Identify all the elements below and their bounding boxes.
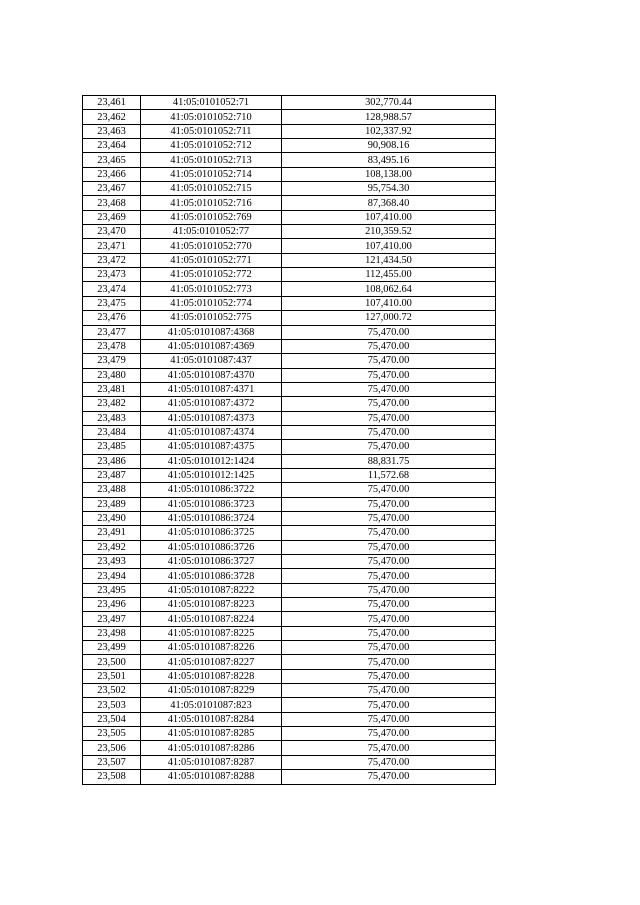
row-number-cell: 23,464 [83,139,141,153]
row-number-cell: 23,474 [83,282,141,296]
value-cell: 75,470.00 [282,540,496,554]
row-number-cell: 23,504 [83,712,141,726]
row-number-cell: 23,498 [83,626,141,640]
table-row [83,282,496,296]
table-row [83,669,496,683]
row-number-cell: 23,483 [83,411,141,425]
row-number-cell: 23,477 [83,325,141,339]
cadastral-number-cell: 41:05:0101052:772 [141,268,282,282]
row-number-cell: 23,467 [83,182,141,196]
value-cell: 75,470.00 [282,440,496,454]
value-cell: 75,470.00 [282,669,496,683]
value-cell: 75,470.00 [282,511,496,525]
row-number-cell: 23,466 [83,167,141,181]
cadastral-number-cell: 41:05:0101086:3725 [141,526,282,540]
table-row [83,684,496,698]
table-row [83,569,496,583]
table-row [83,770,496,784]
cadastral-number-cell: 41:05:0101087:4369 [141,339,282,353]
table-row [83,397,496,411]
value-cell: 112,455.00 [282,268,496,282]
cadastral-number-cell: 41:05:0101052:715 [141,182,282,196]
cadastral-number-cell: 41:05:0101087:823 [141,698,282,712]
row-number-cell: 23,490 [83,511,141,525]
cadastral-number-cell: 41:05:0101012:1424 [141,454,282,468]
cadastral-number-cell: 41:05:0101052:71 [141,96,282,110]
value-cell: 75,470.00 [282,425,496,439]
table-row [83,698,496,712]
value-cell: 75,470.00 [282,770,496,784]
table-row [83,210,496,224]
cadastral-number-cell: 41:05:0101087:8229 [141,684,282,698]
value-cell: 87,368.40 [282,196,496,210]
table-row [83,511,496,525]
cadastral-number-cell: 41:05:0101086:3722 [141,483,282,497]
cadastral-number-cell: 41:05:0101086:3726 [141,540,282,554]
row-number-cell: 23,493 [83,555,141,569]
cadastral-number-cell: 41:05:0101087:4371 [141,382,282,396]
value-cell: 75,470.00 [282,698,496,712]
table-row [83,124,496,138]
value-cell: 95,754.30 [282,182,496,196]
table-row [83,655,496,669]
cadastral-value-table [82,95,496,785]
table-row [83,727,496,741]
value-cell: 127,000.72 [282,311,496,325]
table-row [83,225,496,239]
cadastral-number-cell: 41:05:0101087:8224 [141,612,282,626]
cadastral-number-cell: 41:05:0101052:77 [141,225,282,239]
value-cell: 75,470.00 [282,583,496,597]
value-cell: 90,908.16 [282,139,496,153]
table-row [83,167,496,181]
value-cell: 302,770.44 [282,96,496,110]
value-cell: 75,470.00 [282,555,496,569]
row-number-cell: 23,508 [83,770,141,784]
table-row [83,325,496,339]
cadastral-number-cell: 41:05:0101052:714 [141,167,282,181]
row-number-cell: 23,505 [83,727,141,741]
cadastral-number-cell: 41:05:0101086:3724 [141,511,282,525]
cadastral-number-cell: 41:05:0101086:3727 [141,555,282,569]
table-row [83,555,496,569]
row-number-cell: 23,468 [83,196,141,210]
table-row [83,425,496,439]
table-row [83,741,496,755]
row-number-cell: 23,470 [83,225,141,239]
value-cell: 75,470.00 [282,727,496,741]
table-row [83,583,496,597]
row-number-cell: 23,496 [83,598,141,612]
cadastral-number-cell: 41:05:0101087:8226 [141,641,282,655]
value-cell: 75,470.00 [282,325,496,339]
cadastral-number-cell: 41:05:0101052:713 [141,153,282,167]
row-number-cell: 23,486 [83,454,141,468]
table-row [83,239,496,253]
value-cell: 75,470.00 [282,382,496,396]
table-row [83,296,496,310]
row-number-cell: 23,481 [83,382,141,396]
table-row [83,540,496,554]
table-row [83,153,496,167]
row-number-cell: 23,495 [83,583,141,597]
row-number-cell: 23,475 [83,296,141,310]
table-row [83,311,496,325]
row-number-cell: 23,471 [83,239,141,253]
row-number-cell: 23,484 [83,425,141,439]
cadastral-number-cell: 41:05:0101012:1425 [141,468,282,482]
row-number-cell: 23,473 [83,268,141,282]
table-row [83,454,496,468]
cadastral-number-cell: 41:05:0101087:8228 [141,669,282,683]
row-number-cell: 23,485 [83,440,141,454]
cadastral-number-cell: 41:05:0101087:8225 [141,626,282,640]
value-cell: 107,410.00 [282,210,496,224]
cadastral-number-cell: 41:05:0101087:8223 [141,598,282,612]
value-cell: 128,988.57 [282,110,496,124]
row-number-cell: 23,488 [83,483,141,497]
cadastral-number-cell: 41:05:0101052:769 [141,210,282,224]
cadastral-number-cell: 41:05:0101086:3728 [141,569,282,583]
value-cell: 75,470.00 [282,612,496,626]
table-row [83,626,496,640]
cadastral-number-cell: 41:05:0101087:8287 [141,755,282,769]
row-number-cell: 23,499 [83,641,141,655]
table-row [83,96,496,110]
table-row [83,468,496,482]
row-number-cell: 23,491 [83,526,141,540]
table-row [83,497,496,511]
value-cell: 75,470.00 [282,655,496,669]
value-cell: 75,470.00 [282,569,496,583]
table-row [83,382,496,396]
value-cell: 75,470.00 [282,641,496,655]
cadastral-number-cell: 41:05:0101087:4368 [141,325,282,339]
value-cell: 75,470.00 [282,626,496,640]
row-number-cell: 23,465 [83,153,141,167]
cadastral-number-cell: 41:05:0101087:8285 [141,727,282,741]
value-cell: 75,470.00 [282,598,496,612]
row-number-cell: 23,503 [83,698,141,712]
value-cell: 121,434.50 [282,253,496,267]
table-row [83,196,496,210]
value-cell: 102,337.92 [282,124,496,138]
cadastral-number-cell: 41:05:0101052:712 [141,139,282,153]
value-cell: 108,062.64 [282,282,496,296]
row-number-cell: 23,502 [83,684,141,698]
value-cell: 108,138.00 [282,167,496,181]
table-row [83,354,496,368]
cadastral-number-cell: 41:05:0101087:4370 [141,368,282,382]
cadastral-number-cell: 41:05:0101087:8284 [141,712,282,726]
table-row [83,641,496,655]
row-number-cell: 23,494 [83,569,141,583]
table-row [83,483,496,497]
value-cell: 75,470.00 [282,411,496,425]
table-row [83,139,496,153]
cadastral-number-cell: 41:05:0101052:770 [141,239,282,253]
value-cell: 75,470.00 [282,339,496,353]
value-cell: 75,470.00 [282,526,496,540]
cadastral-number-cell: 41:05:0101052:716 [141,196,282,210]
table-body [83,96,496,785]
value-cell: 75,470.00 [282,712,496,726]
cadastral-number-cell: 41:05:0101087:8286 [141,741,282,755]
value-cell: 11,572.68 [282,468,496,482]
row-number-cell: 23,463 [83,124,141,138]
value-cell: 75,470.00 [282,397,496,411]
cadastral-number-cell: 41:05:0101086:3723 [141,497,282,511]
cadastral-number-cell: 41:05:0101087:4372 [141,397,282,411]
cadastral-number-cell: 41:05:0101052:711 [141,124,282,138]
value-cell: 75,470.00 [282,368,496,382]
row-number-cell: 23,506 [83,741,141,755]
table-row [83,110,496,124]
row-number-cell: 23,507 [83,755,141,769]
row-number-cell: 23,482 [83,397,141,411]
row-number-cell: 23,480 [83,368,141,382]
row-number-cell: 23,469 [83,210,141,224]
cadastral-number-cell: 41:05:0101087:8227 [141,655,282,669]
row-number-cell: 23,497 [83,612,141,626]
cadastral-number-cell: 41:05:0101052:775 [141,311,282,325]
row-number-cell: 23,492 [83,540,141,554]
cadastral-number-cell: 41:05:0101052:771 [141,253,282,267]
row-number-cell: 23,489 [83,497,141,511]
row-number-cell: 23,500 [83,655,141,669]
row-number-cell: 23,476 [83,311,141,325]
cadastral-number-cell: 41:05:0101052:773 [141,282,282,296]
value-cell: 75,470.00 [282,483,496,497]
table-row [83,612,496,626]
table-row [83,368,496,382]
table-row [83,253,496,267]
cadastral-number-cell: 41:05:0101052:710 [141,110,282,124]
cadastral-number-cell: 41:05:0101052:774 [141,296,282,310]
cadastral-number-cell: 41:05:0101087:4375 [141,440,282,454]
value-cell: 107,410.00 [282,239,496,253]
table-row [83,755,496,769]
cadastral-number-cell: 41:05:0101087:8288 [141,770,282,784]
cadastral-number-cell: 41:05:0101087:437 [141,354,282,368]
row-number-cell: 23,461 [83,96,141,110]
value-cell: 210,359.52 [282,225,496,239]
cadastral-number-cell: 41:05:0101087:4374 [141,425,282,439]
row-number-cell: 23,479 [83,354,141,368]
value-cell: 83,495.16 [282,153,496,167]
value-cell: 107,410.00 [282,296,496,310]
table-row [83,182,496,196]
row-number-cell: 23,472 [83,253,141,267]
table-row [83,339,496,353]
table-row [83,268,496,282]
table-row [83,712,496,726]
table-row [83,440,496,454]
row-number-cell: 23,462 [83,110,141,124]
table-row [83,598,496,612]
value-cell: 75,470.00 [282,354,496,368]
row-number-cell: 23,501 [83,669,141,683]
table-row [83,526,496,540]
value-cell: 75,470.00 [282,497,496,511]
value-cell: 75,470.00 [282,741,496,755]
value-cell: 75,470.00 [282,755,496,769]
cadastral-number-cell: 41:05:0101087:8222 [141,583,282,597]
row-number-cell: 23,487 [83,468,141,482]
table-row [83,411,496,425]
value-cell: 88,831.75 [282,454,496,468]
value-cell: 75,470.00 [282,684,496,698]
row-number-cell: 23,478 [83,339,141,353]
cadastral-number-cell: 41:05:0101087:4373 [141,411,282,425]
